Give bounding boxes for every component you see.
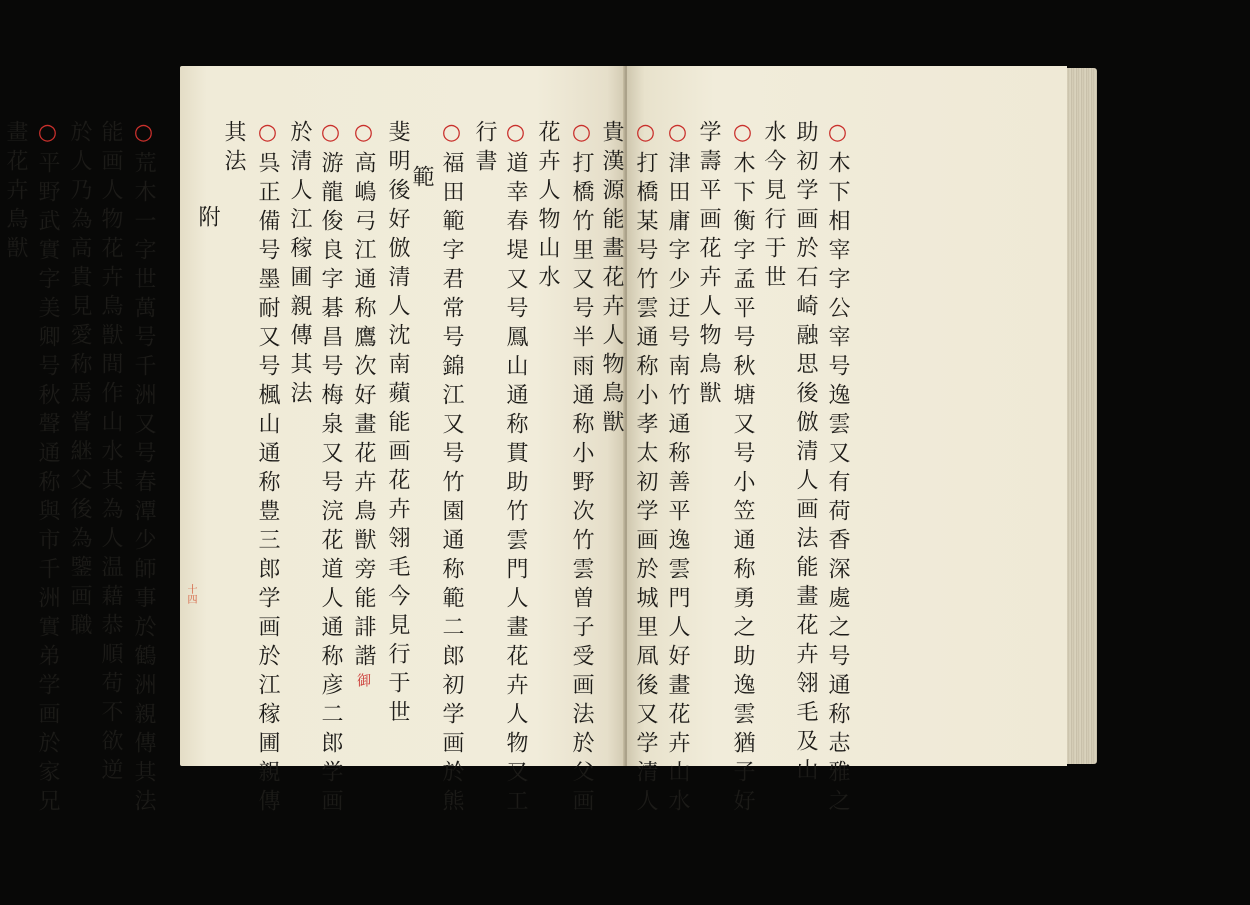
right-column-6 — [662, 120, 692, 820]
column-text: 附 — [195, 205, 220, 234]
right-column-2 — [790, 120, 820, 820]
right-column-3 — [758, 120, 788, 820]
left-column-9 — [95, 120, 125, 820]
right-column-12 — [469, 120, 499, 820]
left-column-2 — [348, 120, 378, 820]
left-column-11 — [32, 120, 62, 820]
column-text: 呉正備号墨耐又号楓山通称豊三郎学画於江稼圃親傳 — [255, 151, 280, 818]
right-column-14 — [406, 165, 436, 865]
left-column-3 — [315, 120, 345, 820]
red-circle-mark: ○ — [633, 120, 658, 145]
red-circle-mark: ○ — [351, 120, 376, 145]
left-column-10 — [64, 120, 94, 820]
red-circle-mark: ○ — [255, 120, 280, 145]
right-column-4 — [727, 120, 757, 820]
red-circle-mark: ○ — [439, 120, 464, 145]
left-column-12 — [0, 120, 30, 820]
red-circle-mark: ○ — [503, 120, 528, 145]
column-text: 斐明後好倣清人沈南蘋能画花卉翎毛今見行于世 — [385, 120, 410, 729]
column-text: 其法 — [221, 120, 246, 178]
right-column-11 — [500, 120, 530, 820]
column-text: 範 — [409, 165, 434, 194]
left-column-7 — [192, 205, 222, 905]
column-text: 助初学画於石崎融思後倣清人画法能畫花卉翎毛及山 — [793, 120, 818, 787]
red-circle-mark: ○ — [569, 120, 594, 145]
column-text: 木下相宰字公宰号逸雲又有荷香深處之号通称志雅之 — [825, 151, 850, 818]
column-text: 打橋竹里又号半雨通称小野次竹雲曽子受画法於父画 — [569, 151, 594, 818]
column-text: 水今見行于世 — [761, 120, 786, 294]
column-text: 打橋某号竹雲通称小孝太初学画於城里凮後又学清人 — [633, 151, 658, 818]
right-page — [409, 66, 1067, 818]
left-column-8 — [128, 120, 158, 820]
right-column-8 — [596, 120, 626, 820]
red-circle-mark: ○ — [131, 120, 156, 145]
column-text: 貴漢源能畫花卉人物鳥獣 — [599, 120, 624, 439]
column-text: 於清人江稼圃親傳其法 — [287, 120, 312, 410]
red-circle-mark: ○ — [825, 120, 850, 145]
open-book — [3, 66, 1100, 818]
column-text: 道幸春堤又号鳳山通称貫助竹雲門人畫花卉人物又工 — [503, 151, 528, 818]
column-text: 福田範字君常号錦江又号竹園通称範二郎初学画於熊 — [439, 151, 464, 818]
column-text: 平野武實字美卿号秋聲通称與市千洲實弟学画於家兄 — [35, 151, 60, 818]
left-column-5 — [252, 120, 282, 820]
left-column-6 — [218, 120, 248, 820]
red-circle-mark: ○ — [665, 120, 690, 145]
right-column-9 — [566, 120, 596, 820]
red-circle-mark: ○ — [35, 120, 60, 145]
right-column-7 — [630, 120, 660, 820]
column-text: 津田庸字少迂号南竹通称善平逸雲門人好畫花卉山水 — [665, 151, 690, 818]
column-text: 荒木一字世萬号千洲又号春潭少師事於鶴洲親傳其法 — [131, 151, 156, 818]
column-text: 畫花卉鳥獣 — [3, 120, 28, 265]
column-text: 游龍俊良字碁昌号梅泉又号浣花道人通称彦二郎学画 — [318, 151, 343, 818]
right-column-1 — [822, 120, 852, 820]
page-edges — [1067, 68, 1097, 764]
right-column-10 — [532, 120, 562, 820]
column-text: 能画人物花卉鳥獣間作山水其為人温藉恭順苟不欲逆 — [98, 120, 123, 787]
column-text: 木下衡字孟平号秋塘又号小笠通称勇之助逸雲猶子好 — [730, 151, 755, 818]
red-seal-annotation: 御 — [355, 673, 371, 687]
red-circle-mark: ○ — [318, 120, 343, 145]
column-text: 花卉人物山水 — [535, 120, 560, 294]
column-text: 学壽平画花卉人物鳥獣 — [696, 120, 721, 410]
page-number: 十四 — [185, 584, 196, 604]
left-column-4 — [284, 120, 314, 820]
right-column-5 — [693, 120, 723, 820]
red-circle-mark: ○ — [730, 120, 755, 145]
column-text: 行書 — [472, 120, 497, 178]
right-column-13 — [436, 120, 466, 820]
column-text: 於人乃為高貴見愛称焉嘗継父後為鑒画職 — [67, 120, 92, 642]
column-text: 高嶋弓江通称鷹次好畫花卉鳥獣旁能誹諧 — [351, 151, 376, 673]
